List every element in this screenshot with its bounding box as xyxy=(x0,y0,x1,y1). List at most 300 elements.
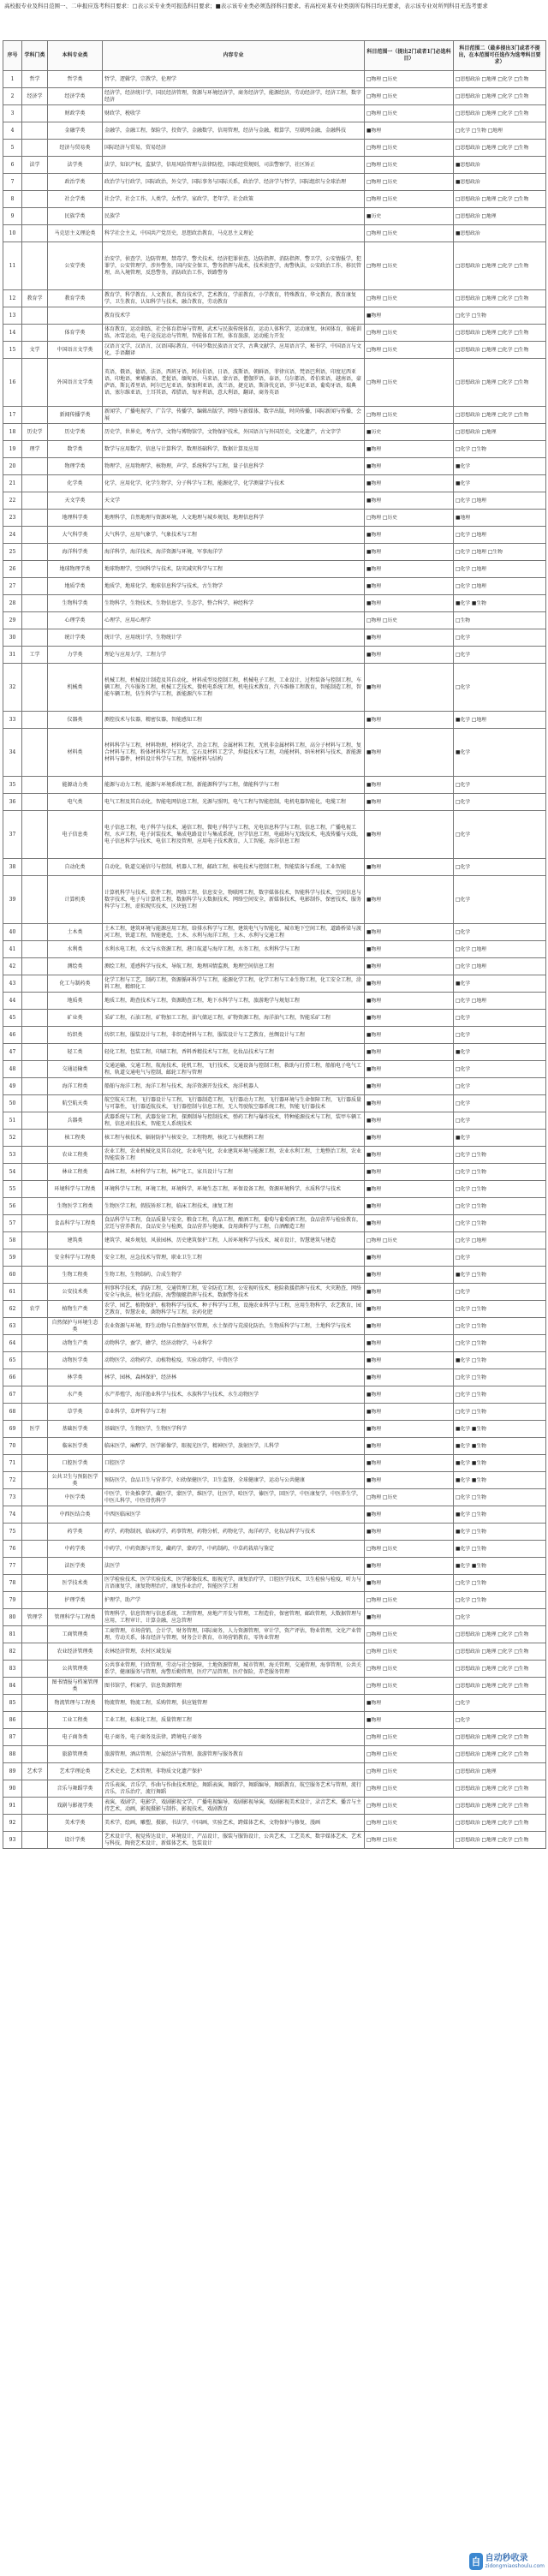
row-req1: ■物理 xyxy=(365,1027,454,1044)
row-content: 武器系统与工程，武器发射工程，探测制导与控制技术，弹药工程与爆炸技术，特种能源技术与工程，装甲车辆工程，信息对抗技术，智能无人系统技术 xyxy=(103,1112,365,1130)
document-page xyxy=(3,0,545,1849)
row-req1: ■物理 xyxy=(365,1695,454,1712)
table-row xyxy=(3,1832,546,1849)
row-req1: ■历史 xyxy=(365,208,454,225)
table-row xyxy=(3,424,546,441)
row-req2: □化学 □生物 xyxy=(454,1404,546,1421)
row-req1: ■物理 xyxy=(365,647,454,664)
row-req1: ■物理 xyxy=(365,595,454,612)
table-row xyxy=(3,1609,546,1626)
row-major-class: 临床医学类 xyxy=(48,1438,103,1455)
row-major-class: 海洋工程类 xyxy=(48,1078,103,1095)
row-no: 69 xyxy=(3,1421,22,1438)
row-content: 社会学，社会工作，人类学，女性学，家政学，老年学，社会政策 xyxy=(103,191,365,208)
row-discipline xyxy=(22,475,48,492)
row-req2: □化学 xyxy=(454,1061,546,1078)
row-discipline xyxy=(22,1489,48,1506)
row-discipline xyxy=(22,595,48,612)
row-content: 自动化，轨道交通信号与控制，机器人工程，邮政工程，核电技术与控制工程，智能装备与系统，工业智能 xyxy=(103,859,365,876)
row-req2: ■化学 ■生物 xyxy=(454,1558,546,1575)
row-major-class: 地质类 xyxy=(48,993,103,1010)
row-content: 安全工程，应急技术与管理，职业卫生工程 xyxy=(103,1249,365,1267)
row-req2: □思想政治 □地理 □化学 □生物 xyxy=(454,359,546,407)
row-req2: ■化学 xyxy=(454,729,546,777)
table-row xyxy=(3,1815,546,1832)
row-major-class: 药学类 xyxy=(48,1524,103,1541)
row-no: 76 xyxy=(3,1541,22,1558)
row-discipline xyxy=(22,561,48,578)
row-req1: ■物理 xyxy=(365,941,454,958)
row-req2: □化学 □生物 xyxy=(454,1369,546,1386)
row-no: 49 xyxy=(3,1078,22,1095)
row-content: 农林经济管理，农村区域发展 xyxy=(103,1643,365,1661)
row-req2: □思想政治 □地理 □化学 □生物 xyxy=(454,325,546,342)
row-req2: ■化学 □生物 xyxy=(454,1524,546,1541)
row-content: 艺术设计学，视觉传达设计，环境设计，产品设计，服装与服饰设计，公共艺术，工艺美术，数字媒体艺术，艺术与科技，陶瓷艺术设计，新媒体艺术，包装设计 xyxy=(103,1832,365,1849)
row-req2: □化学 xyxy=(454,647,546,664)
table-row xyxy=(3,924,546,941)
row-req2: □化学 xyxy=(454,629,546,647)
row-no: 14 xyxy=(3,325,22,342)
row-content: 法医学 xyxy=(103,1558,365,1575)
row-major-class: 动物生产类 xyxy=(48,1335,103,1352)
row-no: 88 xyxy=(3,1746,22,1763)
row-content: 化学，应用化学，化学生物学，分子科学与工程，能源化学，化学测量学与技术 xyxy=(103,475,365,492)
row-no: 66 xyxy=(3,1369,22,1386)
row-no: 41 xyxy=(3,941,22,958)
row-major-class: 新闻传播学类 xyxy=(48,407,103,424)
row-no: 33 xyxy=(3,712,22,729)
row-major-class: 外国语言文学类 xyxy=(48,359,103,407)
table-row xyxy=(3,1284,546,1301)
row-req1: ■物理 xyxy=(365,811,454,859)
header-discipline: 学科门类 xyxy=(22,41,48,71)
table-row xyxy=(3,1780,546,1798)
table-row xyxy=(3,1249,546,1267)
row-req1: ■物理 xyxy=(365,441,454,458)
row-no: 18 xyxy=(3,424,22,441)
row-discipline xyxy=(22,140,48,157)
row-req1: ■物理 xyxy=(365,1712,454,1729)
header-major-class: 本科专业类 xyxy=(48,41,103,71)
row-content: 工业工程，标准化工程，质量管理工程 xyxy=(103,1712,365,1729)
row-no: 27 xyxy=(3,578,22,595)
row-major-class: 化工与制药类 xyxy=(48,975,103,993)
row-major-class: 中西医结合类 xyxy=(48,1506,103,1524)
row-req2: □化学 □生物 xyxy=(454,1386,546,1404)
header-content: 内容专业 xyxy=(103,41,365,71)
row-req2: □化学 □地理 xyxy=(454,561,546,578)
row-major-class: 核工程类 xyxy=(48,1130,103,1147)
row-major-class: 林业工程类 xyxy=(48,1164,103,1181)
row-discipline xyxy=(22,1815,48,1832)
row-discipline xyxy=(22,510,48,527)
row-req1: ■物理 xyxy=(365,307,454,325)
row-major-class: 农业工程类 xyxy=(48,1147,103,1164)
row-no: 29 xyxy=(3,612,22,629)
table-row xyxy=(3,1592,546,1609)
row-req2: □思想政治 □地理 □化学 □生物 xyxy=(454,1643,546,1661)
row-discipline xyxy=(22,1661,48,1678)
row-req1: □物理 □历史 xyxy=(365,612,454,629)
row-req1: ■物理 xyxy=(365,1078,454,1095)
row-major-class: 水利类 xyxy=(48,941,103,958)
row-req2: ■化学 □生物 xyxy=(454,1506,546,1524)
row-no: 67 xyxy=(3,1386,22,1404)
row-discipline xyxy=(22,993,48,1010)
row-content: 物流管理，物流工程，采购管理，供应链管理 xyxy=(103,1695,365,1712)
row-req1: □物理 □历史 xyxy=(365,1661,454,1678)
row-req2: □思想政治 □地理 □化学 □生物 xyxy=(454,290,546,307)
row-no: 75 xyxy=(3,1524,22,1541)
row-content: 核工程与核技术，辐射防护与核安全，工程物理，核化工与核燃料工程 xyxy=(103,1130,365,1147)
row-discipline xyxy=(22,777,48,794)
row-req1: □物理 □历史 xyxy=(365,191,454,208)
row-discipline xyxy=(22,924,48,941)
row-major-class: 医学技术类 xyxy=(48,1575,103,1592)
row-content: 历史学，世界史，考古学，文物与博物馆学，文物保护技术，外国语言与外国历史，文化遗产，古文字学 xyxy=(103,424,365,441)
table-row xyxy=(3,290,546,307)
row-req2: □思想政治 □地理 □化学 □生物 xyxy=(454,242,546,290)
row-req2: □思想政治 □地理 □化学 □生物 xyxy=(454,342,546,359)
row-content: 纺织工程，服装设计与工程，非织造材料与工程，服装设计与工艺教育，丝绸设计与工程 xyxy=(103,1027,365,1044)
row-req1: ■物理 xyxy=(365,712,454,729)
table-row xyxy=(3,1061,546,1078)
row-content: 动物科学，蚕学，蜂学，经济动物学，马业科学 xyxy=(103,1335,365,1352)
table-row xyxy=(3,1712,546,1729)
row-req2: ■化学 □地理 xyxy=(454,712,546,729)
row-no: 39 xyxy=(3,876,22,924)
row-major-class: 图书情报与档案管理类 xyxy=(48,1678,103,1695)
row-req2: □化学 □生物 xyxy=(454,1335,546,1352)
table-row xyxy=(3,441,546,458)
row-discipline xyxy=(22,527,48,544)
row-content: 测控技术与仪器，精密仪器，智能感知工程 xyxy=(103,712,365,729)
row-no: 23 xyxy=(3,510,22,527)
row-major-class: 地球物理学类 xyxy=(48,561,103,578)
row-content: 旅游管理，酒店管理，会展经济与管理，旅游管理与服务教育 xyxy=(103,1746,365,1763)
row-req2: □化学 xyxy=(454,1027,546,1044)
row-no: 77 xyxy=(3,1558,22,1575)
table-row xyxy=(3,612,546,629)
row-req1: □物理 □历史 xyxy=(365,342,454,359)
row-content: 水利水电工程，水文与水资源工程，港口航道与海岸工程，水务工程，水利科学与工程 xyxy=(103,941,365,958)
row-discipline: 法学 xyxy=(22,157,48,174)
table-row xyxy=(3,1386,546,1404)
row-no: 28 xyxy=(3,595,22,612)
row-discipline xyxy=(22,1695,48,1712)
row-discipline xyxy=(22,1335,48,1352)
row-major-class: 工业工程类 xyxy=(48,1712,103,1729)
row-req2: □化学 □生物 xyxy=(454,1301,546,1318)
row-content: 工商管理，市场营销，会计学，财务管理，国际商务，人力资源管理，审计学，资产评估，物业管理，文化产业管理，劳动关系，体育经济与管理，财务会计教育，市场营销教育，零售业管理 xyxy=(103,1626,365,1643)
row-major-class: 土木类 xyxy=(48,924,103,941)
row-discipline xyxy=(22,208,48,225)
row-discipline xyxy=(22,1352,48,1369)
row-no: 13 xyxy=(3,307,22,325)
row-no: 44 xyxy=(3,993,22,1010)
table-row xyxy=(3,140,546,157)
row-req2: □化学 xyxy=(454,1249,546,1267)
row-major-class: 物流管理与工程类 xyxy=(48,1695,103,1712)
row-discipline xyxy=(22,225,48,242)
row-major-class: 航空航天类 xyxy=(48,1095,103,1112)
row-content: 护理学，助产学 xyxy=(103,1592,365,1609)
row-req2: □化学 □生物 xyxy=(454,1592,546,1609)
row-req1: ■历史 xyxy=(365,424,454,441)
row-discipline xyxy=(22,1147,48,1164)
row-req2: ■思想政治 xyxy=(454,174,546,191)
row-req1: ■物理 xyxy=(365,1181,454,1198)
row-req2: ■化学 ■生物 xyxy=(454,595,546,612)
row-discipline xyxy=(22,1130,48,1147)
row-req2: ■思想政治 xyxy=(454,157,546,174)
row-discipline: 哲学 xyxy=(22,71,48,88)
row-req1: ■物理 xyxy=(365,1421,454,1438)
table-row xyxy=(3,1335,546,1352)
row-content: 音乐表演，音乐学，作曲与作曲技术理论，舞蹈表演，舞蹈学，舞蹈编导，舞蹈教育，航空服务艺术与管理，流行音乐，音乐治疗，流行舞蹈 xyxy=(103,1780,365,1798)
row-major-class: 公共管理类 xyxy=(48,1661,103,1678)
row-req1: □物理 □历史 xyxy=(365,71,454,88)
table-row xyxy=(3,1010,546,1027)
row-no: 3 xyxy=(3,105,22,122)
row-req1: ■物理 xyxy=(365,458,454,475)
row-discipline xyxy=(22,1010,48,1027)
row-discipline xyxy=(22,1249,48,1267)
row-discipline xyxy=(22,1541,48,1558)
table-row xyxy=(3,1267,546,1284)
header-req1: 科目范围一（提出2门或者1门必选科目） xyxy=(365,41,454,71)
row-discipline xyxy=(22,1592,48,1609)
table-row xyxy=(3,225,546,242)
row-req2: □思想政治 □地理 □化学 □生物 xyxy=(454,1746,546,1763)
row-discipline xyxy=(22,1712,48,1729)
row-no: 80 xyxy=(3,1609,22,1626)
row-no: 85 xyxy=(3,1695,22,1712)
row-content: 生物科学，生物技术，生物信息学，生态学，整合科学，神经科学 xyxy=(103,595,365,612)
row-req1: ■物理 xyxy=(365,993,454,1010)
row-req1: □物理 □历史 xyxy=(365,157,454,174)
row-req1: □物理 □历史 xyxy=(365,1815,454,1832)
row-content: 地质学，地球化学，地球信息科学与技术，古生物学 xyxy=(103,578,365,595)
row-no: 83 xyxy=(3,1661,22,1678)
row-content: 财政学，税收学 xyxy=(103,105,365,122)
row-no: 10 xyxy=(3,225,22,242)
row-discipline xyxy=(22,876,48,924)
row-discipline xyxy=(22,859,48,876)
row-req2: ■思想政治 xyxy=(454,225,546,242)
table-row xyxy=(3,407,546,424)
subject-requirements-table xyxy=(3,40,546,1849)
row-content: 地理科学，自然地理与资源环境，人文地理与城乡规划，地理信息科学 xyxy=(103,510,365,527)
row-req1: □物理 □历史 xyxy=(365,1798,454,1815)
row-req2: □思想政治 □地理 □化学 □生物 xyxy=(454,1798,546,1815)
row-req2: □思想政治 □地理 □化学 □生物 xyxy=(454,191,546,208)
table-row xyxy=(3,325,546,342)
row-major-class: 中国语言文学类 xyxy=(48,342,103,359)
row-req1: ■物理 xyxy=(365,1506,454,1524)
row-discipline xyxy=(22,1404,48,1421)
row-content: 森林工程，木材科学与工程，林产化工，家具设计与工程 xyxy=(103,1164,365,1181)
row-req2: □化学 xyxy=(454,1712,546,1729)
row-req2: □化学 xyxy=(454,664,546,712)
row-req1: □物理 □历史 xyxy=(365,1780,454,1798)
row-req2: ■化学 xyxy=(454,1130,546,1147)
row-req2: □思想政治 □地理 □化学 □生物 xyxy=(454,1626,546,1643)
row-req2: □化学 xyxy=(454,811,546,859)
row-no: 58 xyxy=(3,1232,22,1249)
row-major-class: 大气科学类 xyxy=(48,527,103,544)
row-discipline: 医学 xyxy=(22,1421,48,1438)
row-major-class: 环境科学与工程类 xyxy=(48,1181,103,1198)
row-no: 47 xyxy=(3,1044,22,1061)
row-content: 数学与应用数学，信息与计算科学，数理基础科学，数据计算及应用 xyxy=(103,441,365,458)
table-row xyxy=(3,811,546,859)
table-row xyxy=(3,122,546,140)
row-req2: □化学 xyxy=(454,1609,546,1626)
row-discipline xyxy=(22,544,48,561)
row-no: 11 xyxy=(3,242,22,290)
row-req2: □思想政治 □地理 □化学 □生物 xyxy=(454,1815,546,1832)
row-discipline xyxy=(22,1678,48,1695)
row-no: 84 xyxy=(3,1678,22,1695)
row-content: 船舶与海洋工程，海洋工程与技术，海洋资源开发技术，海洋机器人 xyxy=(103,1078,365,1095)
table-body xyxy=(3,71,546,1849)
row-discipline xyxy=(22,1078,48,1095)
row-no: 15 xyxy=(3,342,22,359)
row-req2: ■化学 □生物 xyxy=(454,1267,546,1284)
row-major-class: 公安技术类 xyxy=(48,1284,103,1301)
row-discipline xyxy=(22,1729,48,1746)
row-content: 计算机科学与技术，软件工程，网络工程，信息安全，物联网工程，数字媒体技术，智能科学与技术，空间信息与数字技术，电子与计算机工程，数据科学与大数据技术，网络空间安全，新媒体技术，电影制作，保密技术，服务科学与工程，虚拟现实技术，区块链工程 xyxy=(103,876,365,924)
row-req1: □物理 □历史 xyxy=(365,1678,454,1695)
row-major-class: 天文学类 xyxy=(48,492,103,510)
row-req1: ■物理 xyxy=(365,1386,454,1404)
row-major-class: 设计学类 xyxy=(48,1832,103,1849)
row-discipline xyxy=(22,1318,48,1335)
row-major-class: 中医学类 xyxy=(48,1489,103,1506)
row-discipline xyxy=(22,1164,48,1181)
row-no: 64 xyxy=(3,1335,22,1352)
row-major-class: 动物医学类 xyxy=(48,1352,103,1369)
table-row xyxy=(3,958,546,975)
table-row xyxy=(3,1232,546,1249)
row-no: 78 xyxy=(3,1575,22,1592)
row-req2: □化学 □地理 xyxy=(454,492,546,510)
table-row xyxy=(3,561,546,578)
table-row xyxy=(3,1164,546,1181)
table-row xyxy=(3,105,546,122)
row-discipline xyxy=(22,174,48,191)
row-discipline: 农学 xyxy=(22,1301,48,1318)
row-content: 食品科学与工程，食品质量与安全，粮食工程，乳品工程，酿酒工程，葡萄与葡萄酒工程，食品营养与检验教育，烹饪与营养教育，食品安全与检测，食品营养与健康，食用菌科学与工程，白酒酿造工程 xyxy=(103,1215,365,1232)
row-no: 45 xyxy=(3,1010,22,1027)
row-discipline xyxy=(22,1267,48,1284)
row-req1: ■物理 xyxy=(365,527,454,544)
row-content: 草业科学，草坪科学与工程 xyxy=(103,1404,365,1421)
row-req2: □化学 □地理 xyxy=(454,578,546,595)
row-major-class: 财政学类 xyxy=(48,105,103,122)
row-req2: □化学 □地理 xyxy=(454,958,546,975)
row-req1: □物理 □历史 xyxy=(365,140,454,157)
row-content: 建筑学，城乡规划，风景园林，历史建筑保护工程，人居环境科学与技术，城市设计，智慧建筑与建造 xyxy=(103,1232,365,1249)
row-major-class: 法学类 xyxy=(48,157,103,174)
row-discipline xyxy=(22,1455,48,1472)
table-row xyxy=(3,71,546,88)
row-req1: ■物理 xyxy=(365,1575,454,1592)
row-req1: ■物理 xyxy=(365,1198,454,1215)
table-row xyxy=(3,1506,546,1524)
row-req1: □物理 □历史 xyxy=(365,1232,454,1249)
row-no: 34 xyxy=(3,729,22,777)
row-content: 农业工程，农业机械化及其自动化，农业电气化，农业建筑环境与能源工程，农业水利工程，土地整治工程，农业智能装备工程 xyxy=(103,1147,365,1164)
row-content: 药学，药物制剂，临床药学，药事管理，药物分析，药物化学，海洋药学，化妆品科学与技术 xyxy=(103,1524,365,1541)
row-major-class: 测绘类 xyxy=(48,958,103,975)
table-row xyxy=(3,157,546,174)
row-req1: ■物理 xyxy=(365,1558,454,1575)
row-major-class: 公安学类 xyxy=(48,242,103,290)
row-req1: □物理 □历史 xyxy=(365,1489,454,1506)
row-content: 机械工程，机械设计制造及其自动化，材料成型及控制工程，机械电子工程，工业设计，过程装备与控制工程，车辆工程，汽车服务工程，机械工艺技术，微机电系统工程，机电技术教育，汽车维修工程教育，智能制造工程，智能车辆工程，仿生科学与工程，新能源汽车工程 xyxy=(103,664,365,712)
row-no: 54 xyxy=(3,1164,22,1181)
row-req2: □思想政治 □地理 □化学 □生物 xyxy=(454,71,546,88)
row-discipline xyxy=(22,1472,48,1489)
row-major-class: 自然保护与环境生态类 xyxy=(48,1318,103,1335)
row-major-class: 电气类 xyxy=(48,794,103,811)
row-req2: □化学 □地理 xyxy=(454,941,546,958)
row-req1: ■物理 xyxy=(365,122,454,140)
table-row xyxy=(3,191,546,208)
row-content: 民族学 xyxy=(103,208,365,225)
row-discipline xyxy=(22,1027,48,1044)
row-req1: ■物理 xyxy=(365,1044,454,1061)
row-req1: ■物理 xyxy=(365,1215,454,1232)
row-req1: ■物理 xyxy=(365,629,454,647)
row-content: 汉语言文学，汉语言，汉语国际教育，中国少数民族语言文学，古典文献学，应用语言学，秘书学，中国语言与文化，手语翻译 xyxy=(103,342,365,359)
row-no: 52 xyxy=(3,1130,22,1147)
row-content: 林学，园林，森林保护，经济林 xyxy=(103,1369,365,1386)
row-req2: □化学 □生物 xyxy=(454,1198,546,1215)
row-req2: ■化学 xyxy=(454,1044,546,1061)
row-discipline xyxy=(22,1575,48,1592)
row-req2: □化学 xyxy=(454,1078,546,1095)
table-row xyxy=(3,1472,546,1489)
row-req2: □化学 xyxy=(454,794,546,811)
row-content: 农学，园艺，植物保护，植物科学与技术，种子科学与工程，设施农业科学与工程，应用生物科学，农艺教育，园艺教育，智慧农业，菌物科学与工程，农药化肥 xyxy=(103,1301,365,1318)
row-req1: ■物理 xyxy=(365,876,454,924)
row-content: 中医学，针灸推拿学，藏医学，蒙医学，维医学，壮医学，哈医学，傣医学，回医学，中医康复学，中医养生学，中医儿科学，中医骨伤科学 xyxy=(103,1489,365,1506)
row-req2: □化学 xyxy=(454,1695,546,1712)
table-row xyxy=(3,510,546,527)
row-req1: □物理 □历史 xyxy=(365,242,454,290)
row-content: 采矿工程，石油工程，矿物加工工程，油气储运工程，矿物资源工程，海洋油气工程，智能采矿工程 xyxy=(103,1010,365,1027)
row-req1: ■物理 xyxy=(365,1318,454,1335)
row-discipline xyxy=(22,1626,48,1643)
row-major-class: 机械类 xyxy=(48,664,103,712)
row-req1: ■物理 xyxy=(365,1301,454,1318)
row-req1: □物理 □历史 xyxy=(365,1832,454,1849)
table-row xyxy=(3,307,546,325)
row-req1: ■物理 xyxy=(365,664,454,712)
row-no: 38 xyxy=(3,859,22,876)
row-no: 7 xyxy=(3,174,22,191)
row-content: 心理学，应用心理学 xyxy=(103,612,365,629)
row-no: 74 xyxy=(3,1506,22,1524)
row-major-class: 法医学类 xyxy=(48,1558,103,1575)
row-req2: □思想政治 □地理 □化学 □生物 xyxy=(454,140,546,157)
row-no: 82 xyxy=(3,1643,22,1661)
row-no: 9 xyxy=(3,208,22,225)
